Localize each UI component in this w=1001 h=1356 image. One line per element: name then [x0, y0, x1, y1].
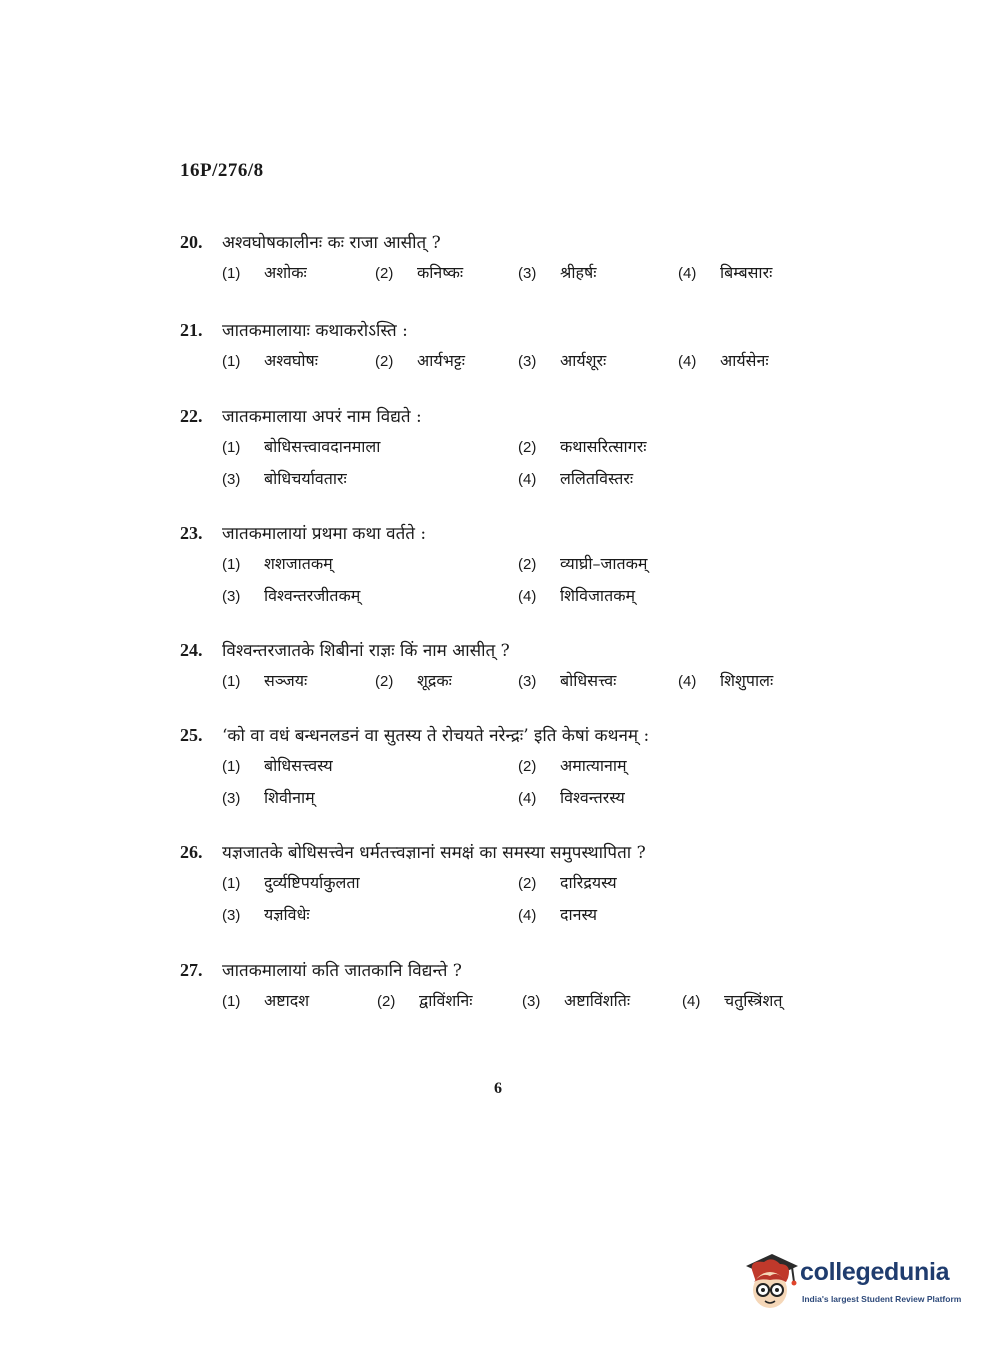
question-number: 27. — [180, 960, 203, 980]
option-1: (1) बोधिसत्त्वस्य — [222, 756, 333, 775]
question-text: जातकमालायाः कथाकरोऽस्ति : — [222, 321, 408, 341]
options — [222, 748, 860, 812]
option-3: (3) यज्ञविधेः — [222, 905, 310, 924]
question-21 — [180, 318, 820, 375]
option-3: (3) श्रीहर्षः — [518, 263, 597, 282]
option-2: (2) कनिष्कः — [375, 263, 464, 282]
option-3: (3) आर्यशूरः — [518, 351, 607, 370]
options — [222, 343, 820, 375]
option-2: (2) दारिद्रयस्य — [518, 873, 617, 892]
question-text: यज्ञजातके बोधिसत्त्वेन धर्मतत्त्वज्ञानां समक्षं का समस्या समुपस्थापिता ? — [222, 843, 646, 863]
option-4: (4) शिविजातकम् — [518, 586, 636, 605]
option-1: (1) अश्वघोषः — [222, 351, 319, 370]
option-3: (3) विश्वन्तरजीतकम् — [222, 586, 361, 605]
option-1: (1) बोधिसत्त्वावदानमाला — [222, 437, 381, 456]
option-3: (3) बोधिचर्यावतारः — [222, 469, 347, 488]
question-24 — [180, 638, 820, 695]
option-1: (1) शशजातकम् — [222, 554, 333, 573]
option-3: (3) बोधिसत्त्वः — [518, 671, 617, 690]
question-text: विश्वन्तरजातके शिबीनां राज्ञः किं नाम आसीत् ? — [222, 641, 510, 661]
option-2: (2) आर्यभट्टः — [375, 351, 465, 370]
options — [222, 255, 820, 287]
option-4: (4) दानस्य — [518, 905, 598, 924]
option-1: (1) अशोकः — [222, 263, 307, 282]
option-2: (2) द्वाविंशनिः — [377, 991, 473, 1010]
option-4: (4) विश्वन्तरस्य — [518, 788, 625, 807]
option-1: (1) दुर्व्यष्टिपर्याकुलता — [222, 873, 360, 892]
options — [222, 865, 860, 929]
question-26 — [180, 840, 860, 929]
question-number: 25. — [180, 725, 203, 745]
question-27 — [180, 958, 840, 1015]
option-2: (2) कथासरित्सागरः — [518, 437, 647, 456]
question-number: 26. — [180, 842, 203, 862]
question-23 — [180, 521, 820, 610]
options — [222, 663, 820, 695]
page-number: 6 — [494, 1080, 502, 1097]
paper-code: 16P/276/8 — [180, 160, 264, 181]
option-1: (1) सञ्जयः — [222, 671, 308, 690]
question-number: 20. — [180, 232, 203, 252]
question-number: 24. — [180, 640, 203, 660]
options — [222, 429, 820, 493]
option-3: (3) शिवीनाम् — [222, 788, 315, 807]
question-22 — [180, 404, 820, 493]
option-2: (2) व्याघ्री–जातकम् — [518, 554, 648, 573]
mascot-icon — [742, 1252, 800, 1314]
question-25 — [180, 723, 860, 812]
logo-name: collegedunia — [800, 1258, 950, 1286]
question-text: ‘को वा वधं बन्धनलडनं वा सुतस्य ते रोचयते नरेन्द्रः’ इति केषां कथनम् : — [222, 726, 650, 746]
question-number: 22. — [180, 406, 203, 426]
question-20 — [180, 230, 820, 287]
option-1: (1) अष्टादश — [222, 991, 310, 1010]
option-4: (4) शिशुपालः — [678, 671, 774, 690]
collegedunia-logo — [742, 1250, 972, 1320]
option-4: (4) आर्यसेनः — [678, 351, 769, 370]
option-3: (3) अष्टाविंशतिः — [522, 991, 631, 1010]
question-number: 23. — [180, 523, 203, 543]
question-text: जातकमालायां कति जातकानि विद्यन्ते ? — [222, 961, 462, 981]
logo-tagline: India's largest Student Review Platform — [802, 1294, 962, 1304]
question-number: 21. — [180, 320, 203, 340]
question-text: जातकमालाया अपरं नाम विद्यते : — [222, 407, 422, 427]
options — [222, 546, 820, 610]
option-4: (4) बिम्बसारः — [678, 263, 773, 282]
question-text: जातकमालायां प्रथमा कथा वर्तते : — [222, 524, 427, 544]
option-4: (4) ललितविस्तरः — [518, 469, 634, 488]
options — [222, 983, 840, 1015]
option-2: (2) शूद्रकः — [375, 671, 452, 690]
question-text: अश्वघोषकालीनः कः राजा आसीत् ? — [222, 233, 441, 253]
option-4: (4) चतुस्त्रिंशत् — [682, 991, 783, 1010]
option-2: (2) अमात्यानाम् — [518, 756, 627, 775]
